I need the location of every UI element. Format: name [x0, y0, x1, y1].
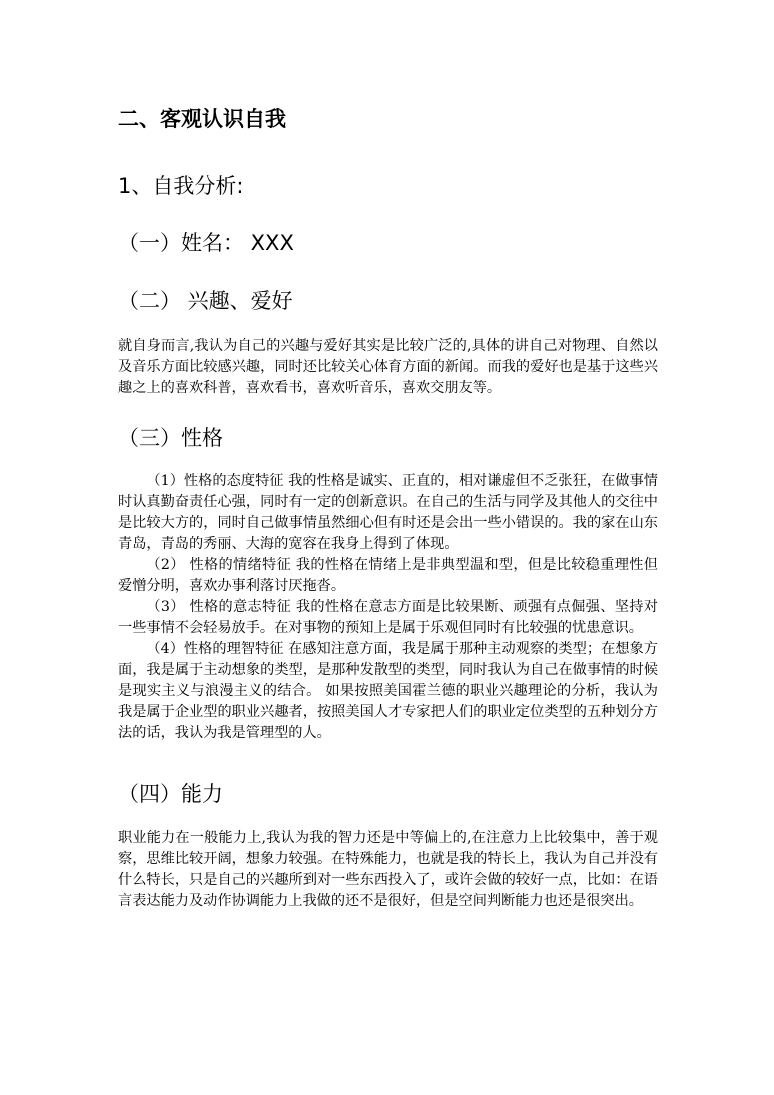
ability-heading: （四）能力 — [118, 782, 223, 806]
personality-section — [118, 471, 658, 744]
personality-paragraph-2: （2） 性格的情绪特征 我的性格在情绪上是非典型温和型，但是比较稳重理性但爱憎分明，喜欢办事利落讨厌拖沓。 — [118, 557, 658, 594]
self-analysis-heading: 1、自我分析: — [118, 174, 244, 198]
personality-heading: （三）性格 — [118, 426, 223, 450]
personality-paragraph-1: （1）性格的态度特征 我的性格是诚实、正直的，相对谦虚但不乏张狂，在做事情时认真勤奋责任心强，同时有一定的创新意识。在自己的生活与同学及其他人的交往中是比较大方的，同时自己做事情虽然细心但有时还是会出一些小错误的。我的家在山东青岛，青岛的秀丽、大海的宽容在我身上得到了体现。 — [118, 473, 658, 552]
interests-paragraph — [118, 336, 658, 399]
section-heading: 二、客观认识自我 — [118, 107, 286, 131]
interests-text: 就自身而言,我认为自己的兴趣与爱好其实是比较广泛的,具体的讲自己对物理、自然以及音乐方面比较感兴趣，同时还比较关心体育方面的新闻。而我的爱好也是基于这些兴趣之上的喜欢科普，喜欢看书，喜欢听音乐，喜欢交朋友等。 — [118, 338, 658, 396]
personality-paragraph-4: （4）性格的理智特征 在感知注意方面，我是属于那种主动观察的类型；在想象方面，我是属于主动想象的类型，是那种发散型的类型，同时我认为自己在做事情的时候是现实主义与浪漫主义的结合。 如果按照美国霍兰德的职业兴趣理论的分析，我认为我是属于企业型的职业兴趣者，按照美国人才专家把人们的职业定位类型的五种划分方法的话，我认为我是管理型的人。 — [118, 641, 658, 741]
name-heading: （一）姓名： XXX — [118, 231, 294, 255]
ability-text: 职业能力在一般能力上,我认为我的智力还是中等偏上的,在注意力上比较集中，善于观察，思维比较开阔，想象力较强。在特殊能力，也就是我的特长上，我认为自己并没有什么特长，只是自己的兴趣所到对一些东西投入了，或许会做的较好一点，比如：在语言表达能力及动作协调能力上我做的还不是很好，但是空间判断能力也还是很突出。 — [118, 830, 658, 909]
interests-heading: （二） 兴趣、爱好 — [118, 289, 293, 313]
ability-paragraph — [118, 828, 658, 912]
personality-paragraph-3: （3） 性格的意志特征 我的性格在意志方面是比较果断、顽强有点倔强、坚持对一些事情不会轻易放手。在对事物的预知上是属于乐观但同时有比较强的忧患意识。 — [118, 599, 658, 636]
